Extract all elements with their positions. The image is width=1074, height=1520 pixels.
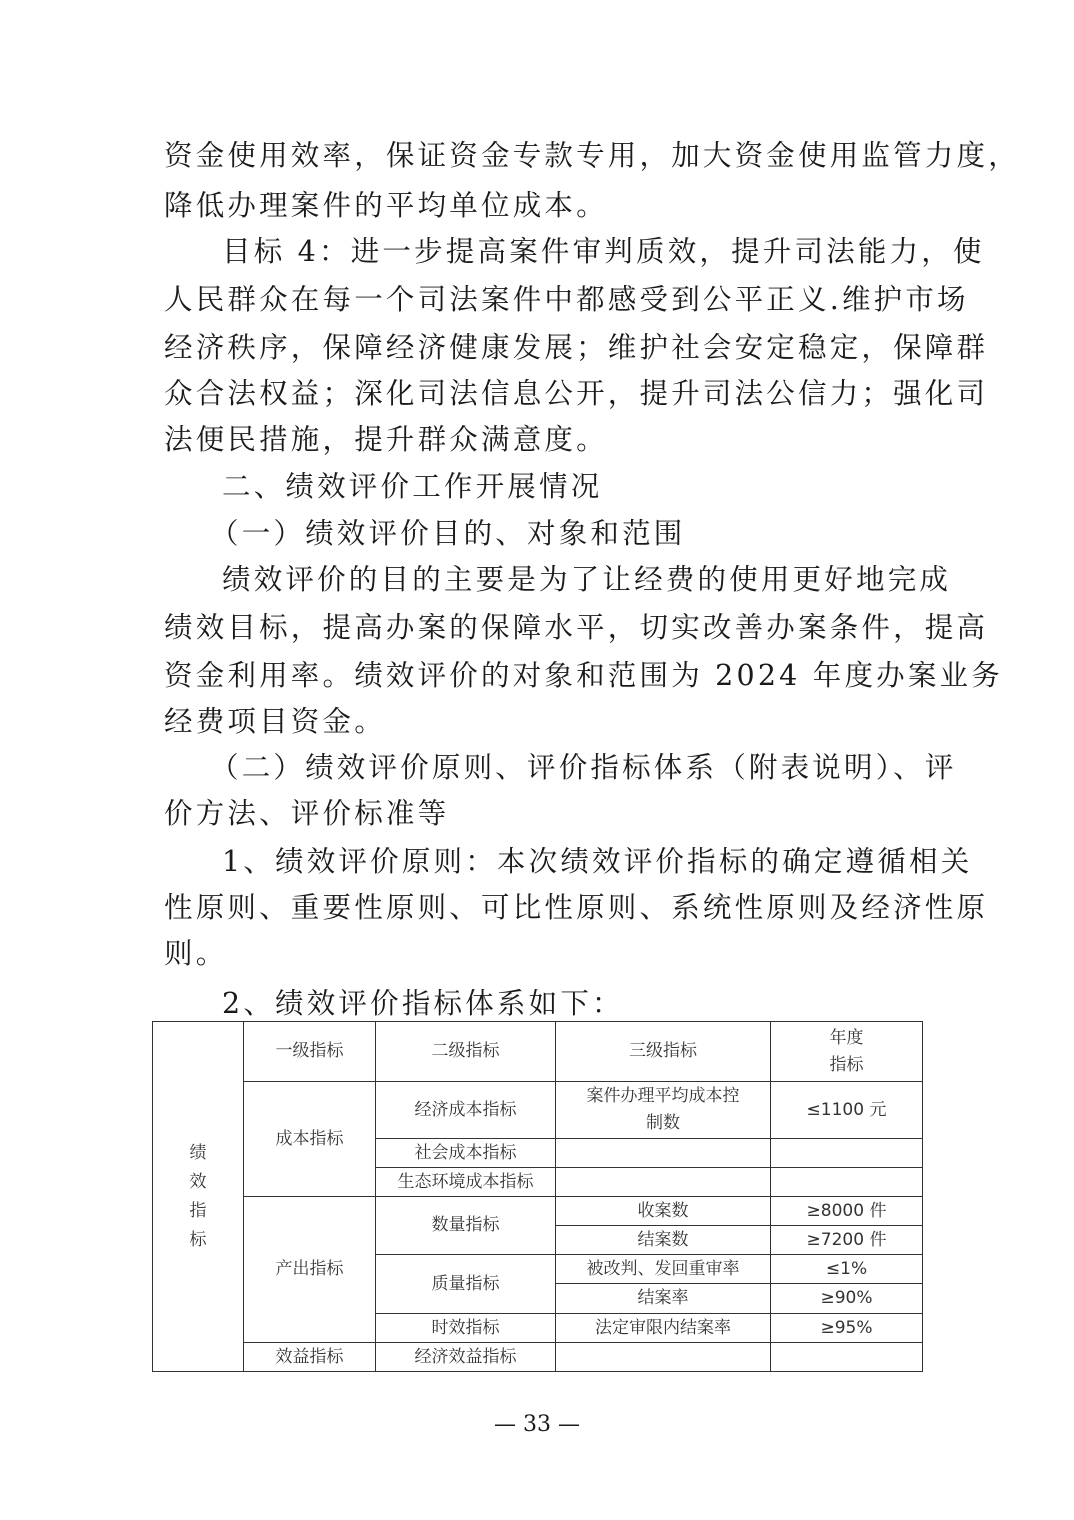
- paragraph-line: 2、绩效评价指标体系如下：: [222, 987, 624, 1020]
- side-char: 标: [189, 1229, 207, 1250]
- level3-cell: 结案率: [556, 1284, 771, 1314]
- level2-cell: 质量指标: [376, 1255, 556, 1314]
- level3-cell: [556, 1139, 771, 1168]
- level2-cell: 生态环境成本指标: [376, 1168, 556, 1197]
- paragraph-line: 降低办理案件的平均单位成本。: [164, 189, 608, 222]
- subsection-heading: 价方法、评价标准等: [164, 797, 450, 830]
- level3-cell: 法定审限内结案率: [556, 1314, 771, 1343]
- target-cell: [771, 1139, 923, 1168]
- paragraph-line: 目标 4：进一步提高案件审判质效，提升司法能力，使: [222, 235, 985, 268]
- paragraph-line: 绩效目标，提高办案的保障水平，切实改善办案条件，提高: [164, 611, 989, 644]
- paragraph-line: 法便民措施，提升群众满意度。: [164, 423, 608, 456]
- paragraph-line: 资金使用效率，保证资金专款专用，加大资金使用监管力度，: [164, 139, 1020, 172]
- level2-cell: 经济效益指标: [376, 1343, 556, 1372]
- level2-cell: 时效指标: [376, 1314, 556, 1343]
- level2-cell: 数量指标: [376, 1197, 556, 1255]
- paragraph-line: 则。: [164, 937, 228, 970]
- level1-cell: 效益指标: [244, 1343, 376, 1372]
- side-char: 绩: [189, 1142, 207, 1163]
- target-cell: ≥7200 件: [771, 1226, 923, 1255]
- paragraph-line: 绩效评价的目的主要是为了让经费的使用更好地完成: [222, 563, 952, 596]
- section-heading: 二、绩效评价工作开展情况: [222, 470, 603, 503]
- target-cell: [771, 1343, 923, 1372]
- level3-cell: [556, 1082, 771, 1139]
- level3-cell: 收案数: [556, 1197, 771, 1226]
- paragraph-line: 众合法权益；深化司法信息公开，提升司法公信力；强化司: [164, 377, 989, 410]
- level3-line: 制数: [646, 1113, 680, 1133]
- level3-cell: [556, 1343, 771, 1372]
- paragraph-line: 人民群众在每一个司法案件中都感受到公平正义.维护市场: [164, 283, 969, 316]
- level3-cell: 结案数: [556, 1226, 771, 1255]
- side-label-cell: [153, 1022, 244, 1372]
- header-cell: 二级指标: [376, 1022, 556, 1082]
- header-cell: [771, 1022, 923, 1082]
- paragraph-line: 经济秩序，保障经济健康发展；维护社会安定稳定，保障群: [164, 331, 989, 364]
- subsection-heading: （二）绩效评价原则、评价指标体系（附表说明）、评: [210, 751, 957, 784]
- level3-line: 案件办理平均成本控: [586, 1086, 740, 1106]
- paragraph-line: 性原则、重要性原则、可比性原则、系统性原则及经济性原: [164, 891, 989, 924]
- paragraph-line: 资金利用率。绩效评价的对象和范围为 2024 年度办案业务: [164, 659, 1003, 692]
- header-line: 年度: [829, 1027, 864, 1048]
- level3-cell: 被改判、发回重审率: [556, 1255, 771, 1284]
- level1-cell: 成本指标: [244, 1082, 376, 1197]
- target-cell: ≤1%: [771, 1255, 923, 1284]
- header-cell: 三级指标: [556, 1022, 771, 1082]
- indicator-table: [152, 1021, 923, 1372]
- target-cell: [771, 1168, 923, 1197]
- target-cell: ≥8000 件: [771, 1197, 923, 1226]
- paragraph-line: 1、绩效评价原则：本次绩效评价指标的确定遵循相关: [222, 845, 973, 878]
- paragraph-line: 经费项目资金。: [164, 705, 386, 738]
- target-cell: ≥95%: [771, 1314, 923, 1343]
- level2-cell: 社会成本指标: [376, 1139, 556, 1168]
- header-cell: 一级指标: [244, 1022, 376, 1082]
- level1-cell: 产出指标: [244, 1197, 376, 1343]
- level2-cell: 经济成本指标: [376, 1082, 556, 1139]
- header-line: 指标: [829, 1054, 864, 1075]
- level3-cell: [556, 1168, 771, 1197]
- page-number: — 33 —: [494, 1412, 580, 1437]
- target-cell: ≤1100 元: [771, 1082, 923, 1139]
- subsection-heading: （一）绩效评价目的、对象和范围: [210, 517, 686, 550]
- side-char: 效: [189, 1171, 207, 1192]
- target-cell: ≥90%: [771, 1284, 923, 1314]
- side-char: 指: [189, 1200, 207, 1221]
